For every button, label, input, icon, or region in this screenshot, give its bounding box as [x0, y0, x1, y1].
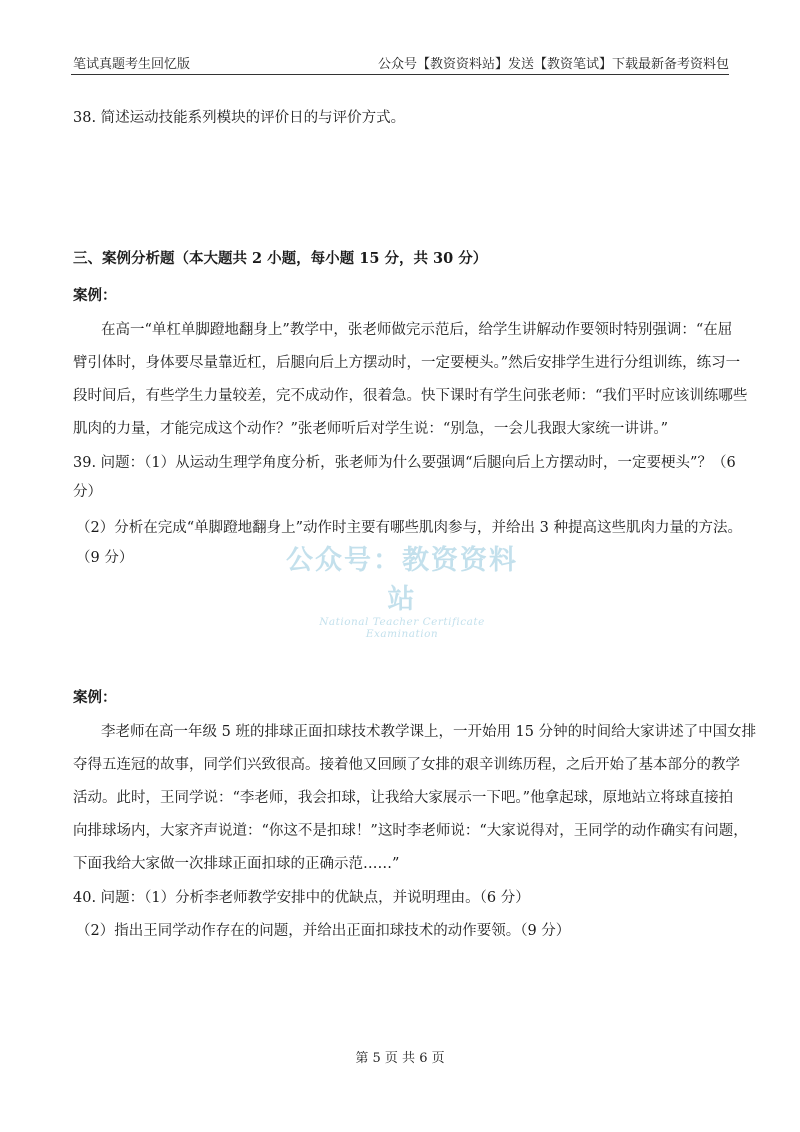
question-38: 38. 简述运动技能系列模块的评价日的与评价方式。 [73, 110, 406, 126]
question-40-part2: （2）指出王同学动作存在的问题，并给出正面扣球技术的动作要领。（9 分） [76, 923, 571, 939]
case-2-line: 李老师在高一年级 5 班的排球正面扣球技术教学课上，一开始用 15 分钟的时间给大家讲述了中国女排 [101, 724, 757, 740]
question-40-part1: 40. 问题：（1）分析李老师教学安排中的优缺点，并说明理由。（6 分） [73, 890, 530, 906]
case-2-label: 案例： [73, 689, 117, 706]
case-1-line: 臂引体时，身体要尽量靠近杠，后腿向后上方摆动时，一定要梗头。”然后安排学生进行分组训练，练习一 [73, 355, 741, 371]
case-2-line: 夺得五连冠的故事，同学们兴致很高。接着他又回顾了女排的艰辛训练历程，之后开始了基本部分的教学 [73, 757, 740, 773]
question-39-part2: （2）分析在完成“单脚蹬地翻身上”动作时主要有哪些肌肉参与，并给出 3 种提高这些肌肉力量的方法。 [76, 520, 742, 536]
header-divider [71, 74, 729, 75]
case-2-line: 活动。此时，王同学说：“李老师，我会扣球，让我给大家展示一下吧。”他拿起球，原地站立将球直接拍 [73, 790, 734, 806]
section-3-title: 三、案例分析题（本大题共 2 小题，每小题 15 分，共 30 分） [73, 250, 488, 267]
header-right-text: 公众号【教资资料站】发送【教资笔试】下载最新备考资料包 [377, 57, 729, 72]
case-1-label: 案例： [73, 287, 117, 304]
case-1-line: 在高一“单杠单脚蹬地翻身上”教学中，张老师做完示范后，给学生讲解动作要领时特别强调：“在屈 [101, 322, 733, 338]
watermark [282, 538, 522, 640]
case-2-line: 下面我给大家做一次排球正面扣球的正确示范……” [73, 856, 400, 872]
page-number: 第 5 页 共 6 页 [355, 1051, 445, 1066]
question-39-part1: 39. 问题：（1）从运动生理学角度分析，张老师为什么要强调“后腿向后上方摆动时，一定要梗头”？（6 [73, 455, 736, 471]
case-1-line: 肌肉的力量，才能完成这个动作？”张老师听后对学生说：“别急，一会儿我跟大家统一讲讲。” [73, 421, 668, 437]
watermark-en-text: National Teacher Certificate Examination [319, 616, 485, 640]
question-39-part2-cont: （9 分） [76, 550, 134, 566]
watermark-cn-text: 公众号：教资资料站 [286, 545, 518, 615]
header-left-text: 笔试真题考生回忆版 [73, 57, 191, 72]
case-1-line: 段时间后，有些学生力量较差，完不成动作，很着急。快下课时有学生问张老师：“我们平时应该训练哪些 [73, 388, 748, 404]
question-39-part1-cont: 分） [73, 484, 102, 500]
case-2-line: 向排球场内，大家齐声说道：“你这不是扣球！”这时李老师说：“大家说得对，王同学的动作确实有问题， [73, 823, 748, 839]
